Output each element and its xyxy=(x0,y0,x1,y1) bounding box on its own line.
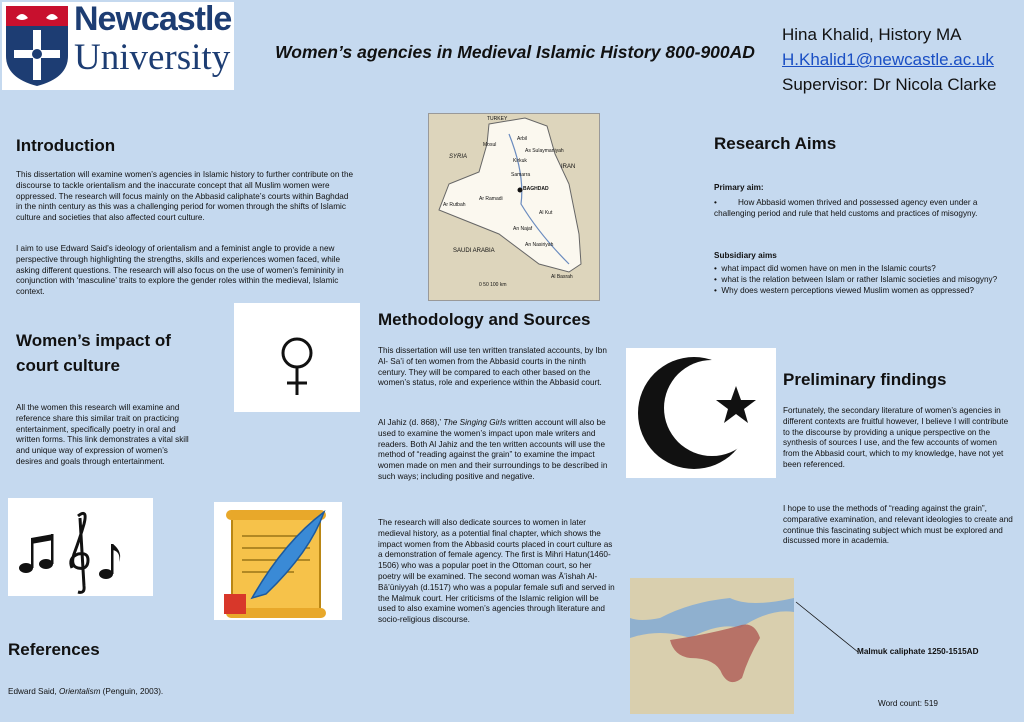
ref-author: Edward Said, xyxy=(8,687,59,696)
list-item: • what is the relation between Islam or rather Islamic societies and misogyny? xyxy=(714,274,998,284)
findings-paragraph-2: I hope to use the methods of “reading against the grain”, comparative examination, and relevant ideologies to create and continue this fascinating subject which must be explored and discussed more in academia. xyxy=(783,504,1013,546)
map-label: IRAN xyxy=(561,164,576,170)
references-heading: References xyxy=(8,640,100,659)
map-label: Al Kut xyxy=(539,210,553,216)
map-label: TURKEY xyxy=(487,116,508,122)
map-label: SAUDI ARABIA xyxy=(453,248,495,254)
list-item: • what impact did women have on men in the Islamic courts? xyxy=(714,264,936,273)
quill-scroll-image xyxy=(214,502,342,620)
method-p2c: written account will also be used to examine the women’s impact upon male writers and readers. Both Al Jahiz and the ten written accounts will use the method of “reading against the grain” to examine the impact women made on men and their surroundings to be described in such ways; including positive and negative. xyxy=(378,418,608,481)
university-logo xyxy=(2,2,234,90)
crest-icon xyxy=(6,6,68,86)
map-label: Al Basrah xyxy=(551,274,573,280)
map-label: Ar Ramadi xyxy=(479,196,503,202)
map-label: Kirkuk xyxy=(513,158,527,164)
author-name: Hina Khalid, History MA xyxy=(782,25,962,44)
music-notes-icon xyxy=(8,498,153,596)
method-paragraph-3: The research will also dedicate sources to women in later medieval history, as a potential final chapter, which shows the impact women from the Abbasid courts placed in court culture as a demonstration of female agency. The first is Mihri Hatun(1460-1506) who was a popular poet in the Ottoman court, so her poetry will be examined. The second woman was Ā’ishah Al-Bā’ūniyyah (d.1517) who was a popular female sufi and served in the Malmuk court. Her criticisms of the Islamic religion will be used to also examine women’s agencies through literature and socio-religious discourse. xyxy=(378,518,615,625)
map-label: Samarra xyxy=(511,172,531,178)
impact-heading: Women’s impact of court culture xyxy=(16,331,171,375)
intro-paragraph-2: I aim to use Edward Said’s ideology of orientalism and a feminist angle to provide a new perspective through highlighting the strengths, skills and experiences women faced, while asking different questions. The research will also focus on the use of women’s femininity in conjunction with ‘masculine’ traits to explore the gender roles within the medieval, Islamic context. xyxy=(16,244,344,297)
method-paragraph-2 xyxy=(378,418,616,483)
method-heading: Methodology and Sources xyxy=(378,310,591,329)
logo-line1: Newcastle xyxy=(74,0,232,38)
primary-aim-label: Primary aim: xyxy=(714,183,764,192)
primary-aim-item: • How Abbasid women thrived and possessed agency even under a challenging period and rule that held customs and practices of misogyny. xyxy=(714,198,978,218)
map-label: BAGHDAD xyxy=(523,186,549,192)
map-label: An Najaf xyxy=(513,226,533,232)
subsidiary-aims-list xyxy=(714,264,1010,296)
intro-paragraph-1: This dissertation will examine women’s agencies in Islamic history to further contribute on the discourse to tackle orientalism and the inaccurate concept that all Muslim women were oppressed. The research will focus mainly on the Abbasid caliphate’s courts within Baghdad in the ninth century as this was a challenging period for women through the shifts of Islamic culture and societies that also affected court culture. xyxy=(16,170,354,223)
map-label: As Sulaymaniyah xyxy=(525,148,564,154)
word-count: Word count: 519 xyxy=(878,699,938,708)
map-label: SYRIA xyxy=(449,154,468,160)
method-p2a: Al Jahiz (d. 868),’ xyxy=(378,418,444,427)
map-label: Arbil xyxy=(517,136,528,142)
method-p2b: The Singing Girls xyxy=(443,418,507,427)
map-scale: 0 50 100 km xyxy=(479,282,507,288)
author-email-link[interactable]: H.Khalid1@newcastle.ac.uk xyxy=(782,50,994,69)
mamluk-map xyxy=(630,578,794,714)
method-paragraph-1: This dissertation will use ten written translated accounts, by Ibn Al- Sa’i of ten women from the Abbasid courts in the ninth century. They will be compared to each other based on the women’s status, role and experience within the Abbasid court. xyxy=(378,346,607,388)
findings-heading: Preliminary findings xyxy=(783,370,947,389)
logo-line2: University xyxy=(74,37,231,78)
map-label: An Nasiriyah xyxy=(525,242,554,248)
reference-item xyxy=(8,687,163,698)
female-symbol-image xyxy=(234,303,360,412)
poster-title: Women’s agencies in Medieval Islamic History 800-900AD xyxy=(275,42,755,62)
map-label: Mosul xyxy=(483,142,497,148)
crescent-star-image xyxy=(626,348,776,478)
music-notes-image xyxy=(8,498,153,596)
aims-heading: Research Aims xyxy=(714,134,837,153)
crescent-star-icon xyxy=(626,348,776,478)
iraq-map xyxy=(428,113,600,301)
quill-scroll-icon xyxy=(214,502,342,620)
intro-heading: Introduction xyxy=(16,136,116,155)
map-pointer-line xyxy=(794,600,864,660)
primary-aim-text: How Abbasid women thrived and possessed agency even under a challenging period and rule that held customs and practices of misogyny. xyxy=(714,198,978,218)
list-item: • Why does western perceptions viewed Muslim women as oppressed? xyxy=(714,285,974,295)
mamluk-caption: Malmuk caliphate 1250-1515AD xyxy=(857,647,979,656)
map-label: Ar Rutbah xyxy=(443,202,466,208)
author-block xyxy=(782,22,996,97)
female-symbol-icon xyxy=(234,303,360,412)
ref-rest: (Penguin, 2003). xyxy=(100,687,164,696)
ref-title: Orientalism xyxy=(58,687,101,696)
supervisor: Supervisor: Dr Nicola Clarke xyxy=(782,75,997,94)
findings-paragraph-1: Fortunately, the secondary literature of women’s agencies in different contexts are fruitful however, I believe I will contribute to the discourse by providing a unique perspective on the synthesis of sources I use, and the few accounts of women from the Abbasid court, which to my knowledge, have not yet been referenced. xyxy=(783,406,1009,469)
subsidiary-aims-label: Subsidiary aims xyxy=(714,251,777,260)
impact-paragraph: All the women this research will examine and reference share this similar trait on practicing entertainment, specifically poetry in oral and written forms. This link demonstrates a vital skill and unique way of expression of women’s desires and goals through entertainment. xyxy=(16,403,189,466)
